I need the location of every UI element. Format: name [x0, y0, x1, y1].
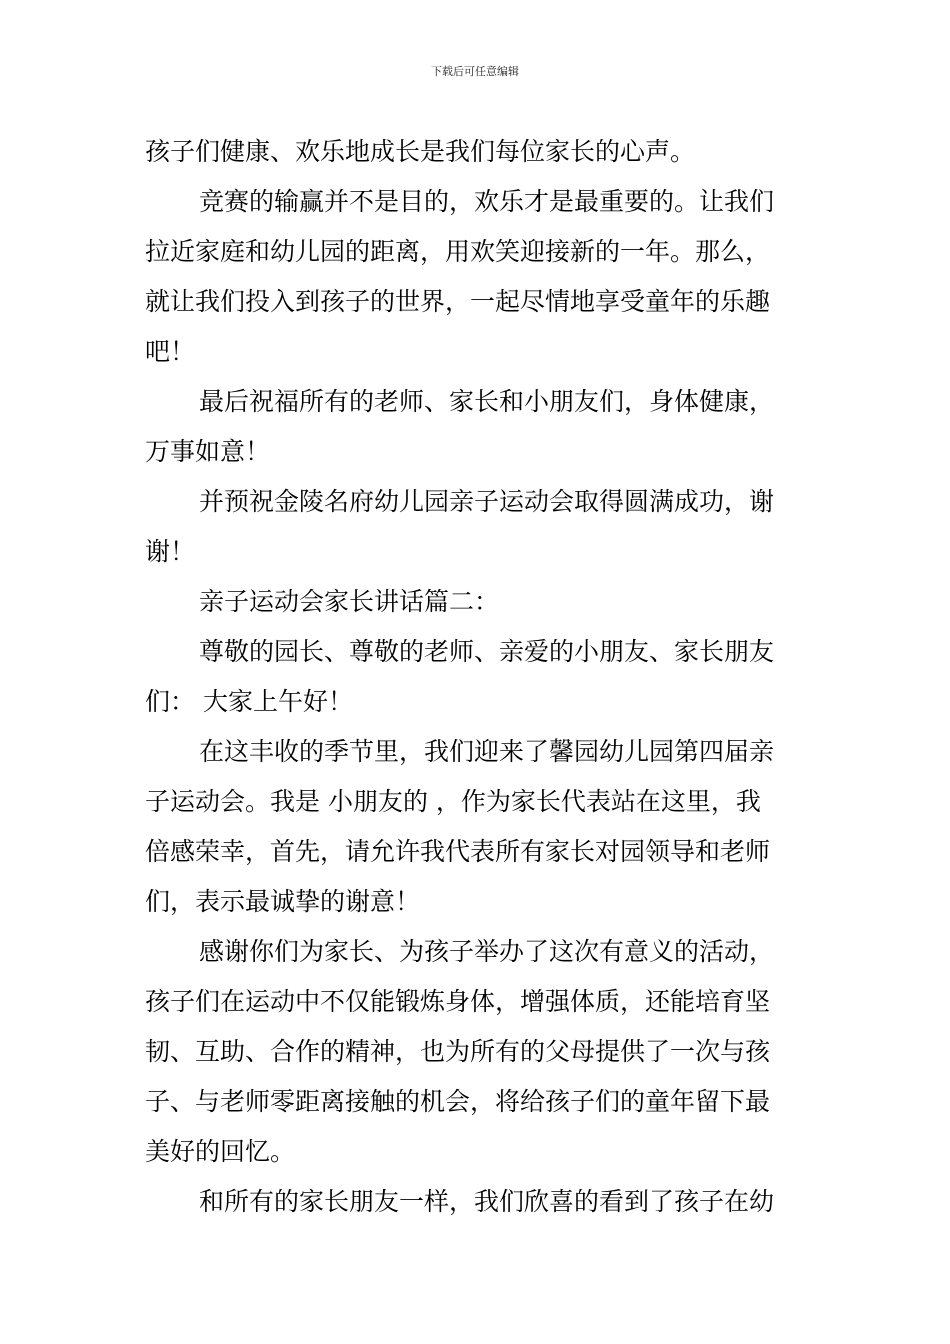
text-line: 感谢你们为家长、为孩子举办了这次有意义的活动， [199, 937, 775, 966]
text-line: 在这丰收的季节里，我们迎来了馨园幼儿园第四届亲 [199, 737, 775, 766]
text-line: 倍感荣幸，首先，请允许我代表所有家长对园领导和老师 [145, 837, 771, 866]
text-line: 们，表示最诚挚的谢意！ [145, 887, 421, 916]
text-line: 韧、互助、合作的精神，也为所有的父母提供了一次与孩 [145, 1037, 771, 1066]
text-line: 谢！ [145, 537, 196, 566]
text-line: 竞赛的输赢并不是目的，欢乐才是最重要的。让我们 [199, 187, 775, 216]
section-heading: 亲子运动会家长讲话篇二： [199, 587, 500, 616]
text-line: 子、与老师零距离接触的机会，将给孩子们的童年留下最 [145, 1087, 771, 1116]
text-line: 和所有的家长朋友一样，我们欣喜的看到了孩子在幼 [199, 1187, 775, 1216]
page-header: 下载后可任意编辑 [431, 65, 519, 78]
text-line: 孩子们健康、欢乐地成长是我们每位家长的心声。 [145, 137, 696, 166]
text-line: 子运动会。我是 小朋友的 ，作为家长代表站在这里，我 [145, 787, 761, 816]
text-line: 并预祝金陵名府幼儿园亲子运动会取得圆满成功，谢 [199, 487, 775, 516]
text-line: 万事如意！ [145, 437, 271, 466]
document-body [145, 127, 809, 1227]
text-line: 拉近家庭和幼儿园的距离，用欢笑迎接新的一年。那么， [145, 237, 771, 266]
text-line: 孩子们在运动中不仅能锻炼身体，增强体质，还能培育坚 [145, 987, 771, 1016]
text-line: 最后祝福所有的老师、家长和小朋友们，身体健康， [199, 387, 775, 416]
text-line: 美好的回忆。 [145, 1137, 296, 1166]
text-line: 就让我们投入到孩子的世界，一起尽情地享受童年的乐趣 [145, 287, 771, 316]
text-line: 尊敬的园长、尊敬的老师、亲爱的小朋友、家长朋友 [199, 637, 775, 666]
text-line: 吧！ [145, 337, 196, 366]
text-line: 们： 大家上午好！ [145, 687, 353, 716]
